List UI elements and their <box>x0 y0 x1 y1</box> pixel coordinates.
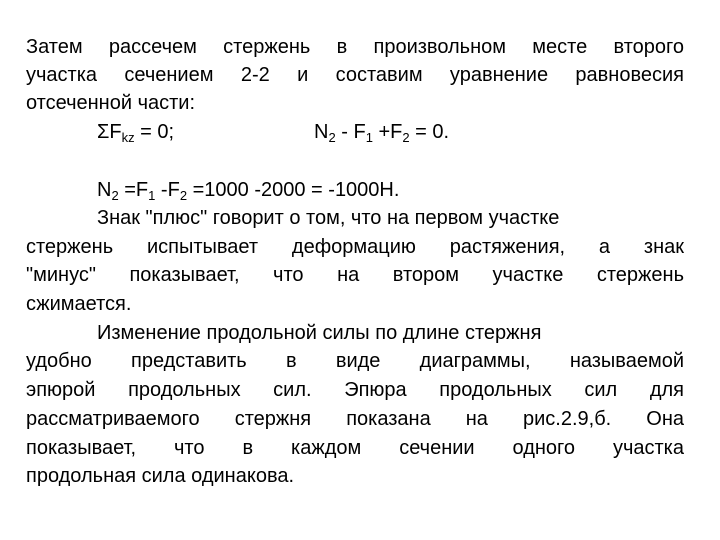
f1-subscript: 1 <box>148 188 156 203</box>
paragraph-3-line-5: показывает, что в каждом сечении одного участка <box>26 437 684 459</box>
paragraph-3-line-4: рассматриваемого стержня показана на рис.2.9,б. Она <box>26 408 684 430</box>
kz-subscript: kz <box>121 130 135 145</box>
f2-subscript: 2 <box>179 188 188 203</box>
equals-zero-text: = 0. <box>409 121 450 143</box>
minus-f-text: - F <box>335 121 366 143</box>
n-subscript: 2 <box>111 188 119 203</box>
f1-subscript: 1 <box>365 130 373 145</box>
minus-f-text: -F <box>155 179 180 201</box>
paragraph-3-line-3: эпюрой продольных сил. Эпюра продольных сил для <box>26 379 684 401</box>
paragraph-1-line-2: участка сечением 2-2 и составим уравнение равновесия <box>26 64 684 86</box>
equals-zero-text: = 0; <box>134 121 175 143</box>
paragraph-3-line-2: удобно представить в виде диаграммы, называемой <box>26 350 684 372</box>
paragraph-3-line-6: продольная сила одинакова. <box>26 465 295 487</box>
equilibrium-equation-row <box>0 118 720 146</box>
n-subscript: 2 <box>328 130 336 145</box>
f2-subscript: 2 <box>402 130 410 145</box>
sigma-f-symbol: ΣF <box>97 121 122 143</box>
n2-calculation <box>97 176 684 204</box>
n-symbol: N <box>314 121 329 143</box>
n2-equation <box>314 118 449 146</box>
equals-f-text: =F <box>118 179 149 201</box>
paragraph-2-line-4: сжимается. <box>26 293 132 315</box>
plus-f-text: +F <box>372 121 403 143</box>
sum-forces-equation <box>97 118 174 146</box>
paragraph-1-line-3: отсеченной части: <box>26 92 195 114</box>
paragraph-2-line-1: Знак "плюс" говорит о том, что на первом участке <box>97 207 560 229</box>
paragraph-2-line-3: "минус" показывает, что на втором участке стержень <box>26 264 684 286</box>
paragraph-1-line-1: Затем рассечем стержень в произвольном месте второго <box>26 36 684 58</box>
paragraph-3-line-1: Изменение продольной силы по длине стержня <box>97 322 542 344</box>
n-symbol: N <box>97 179 112 201</box>
calculation-result-text: =1000 -2000 = -1000Н. <box>187 179 400 201</box>
paragraph-2-line-2: стержень испытывает деформацию растяжения, а знак <box>26 236 684 258</box>
